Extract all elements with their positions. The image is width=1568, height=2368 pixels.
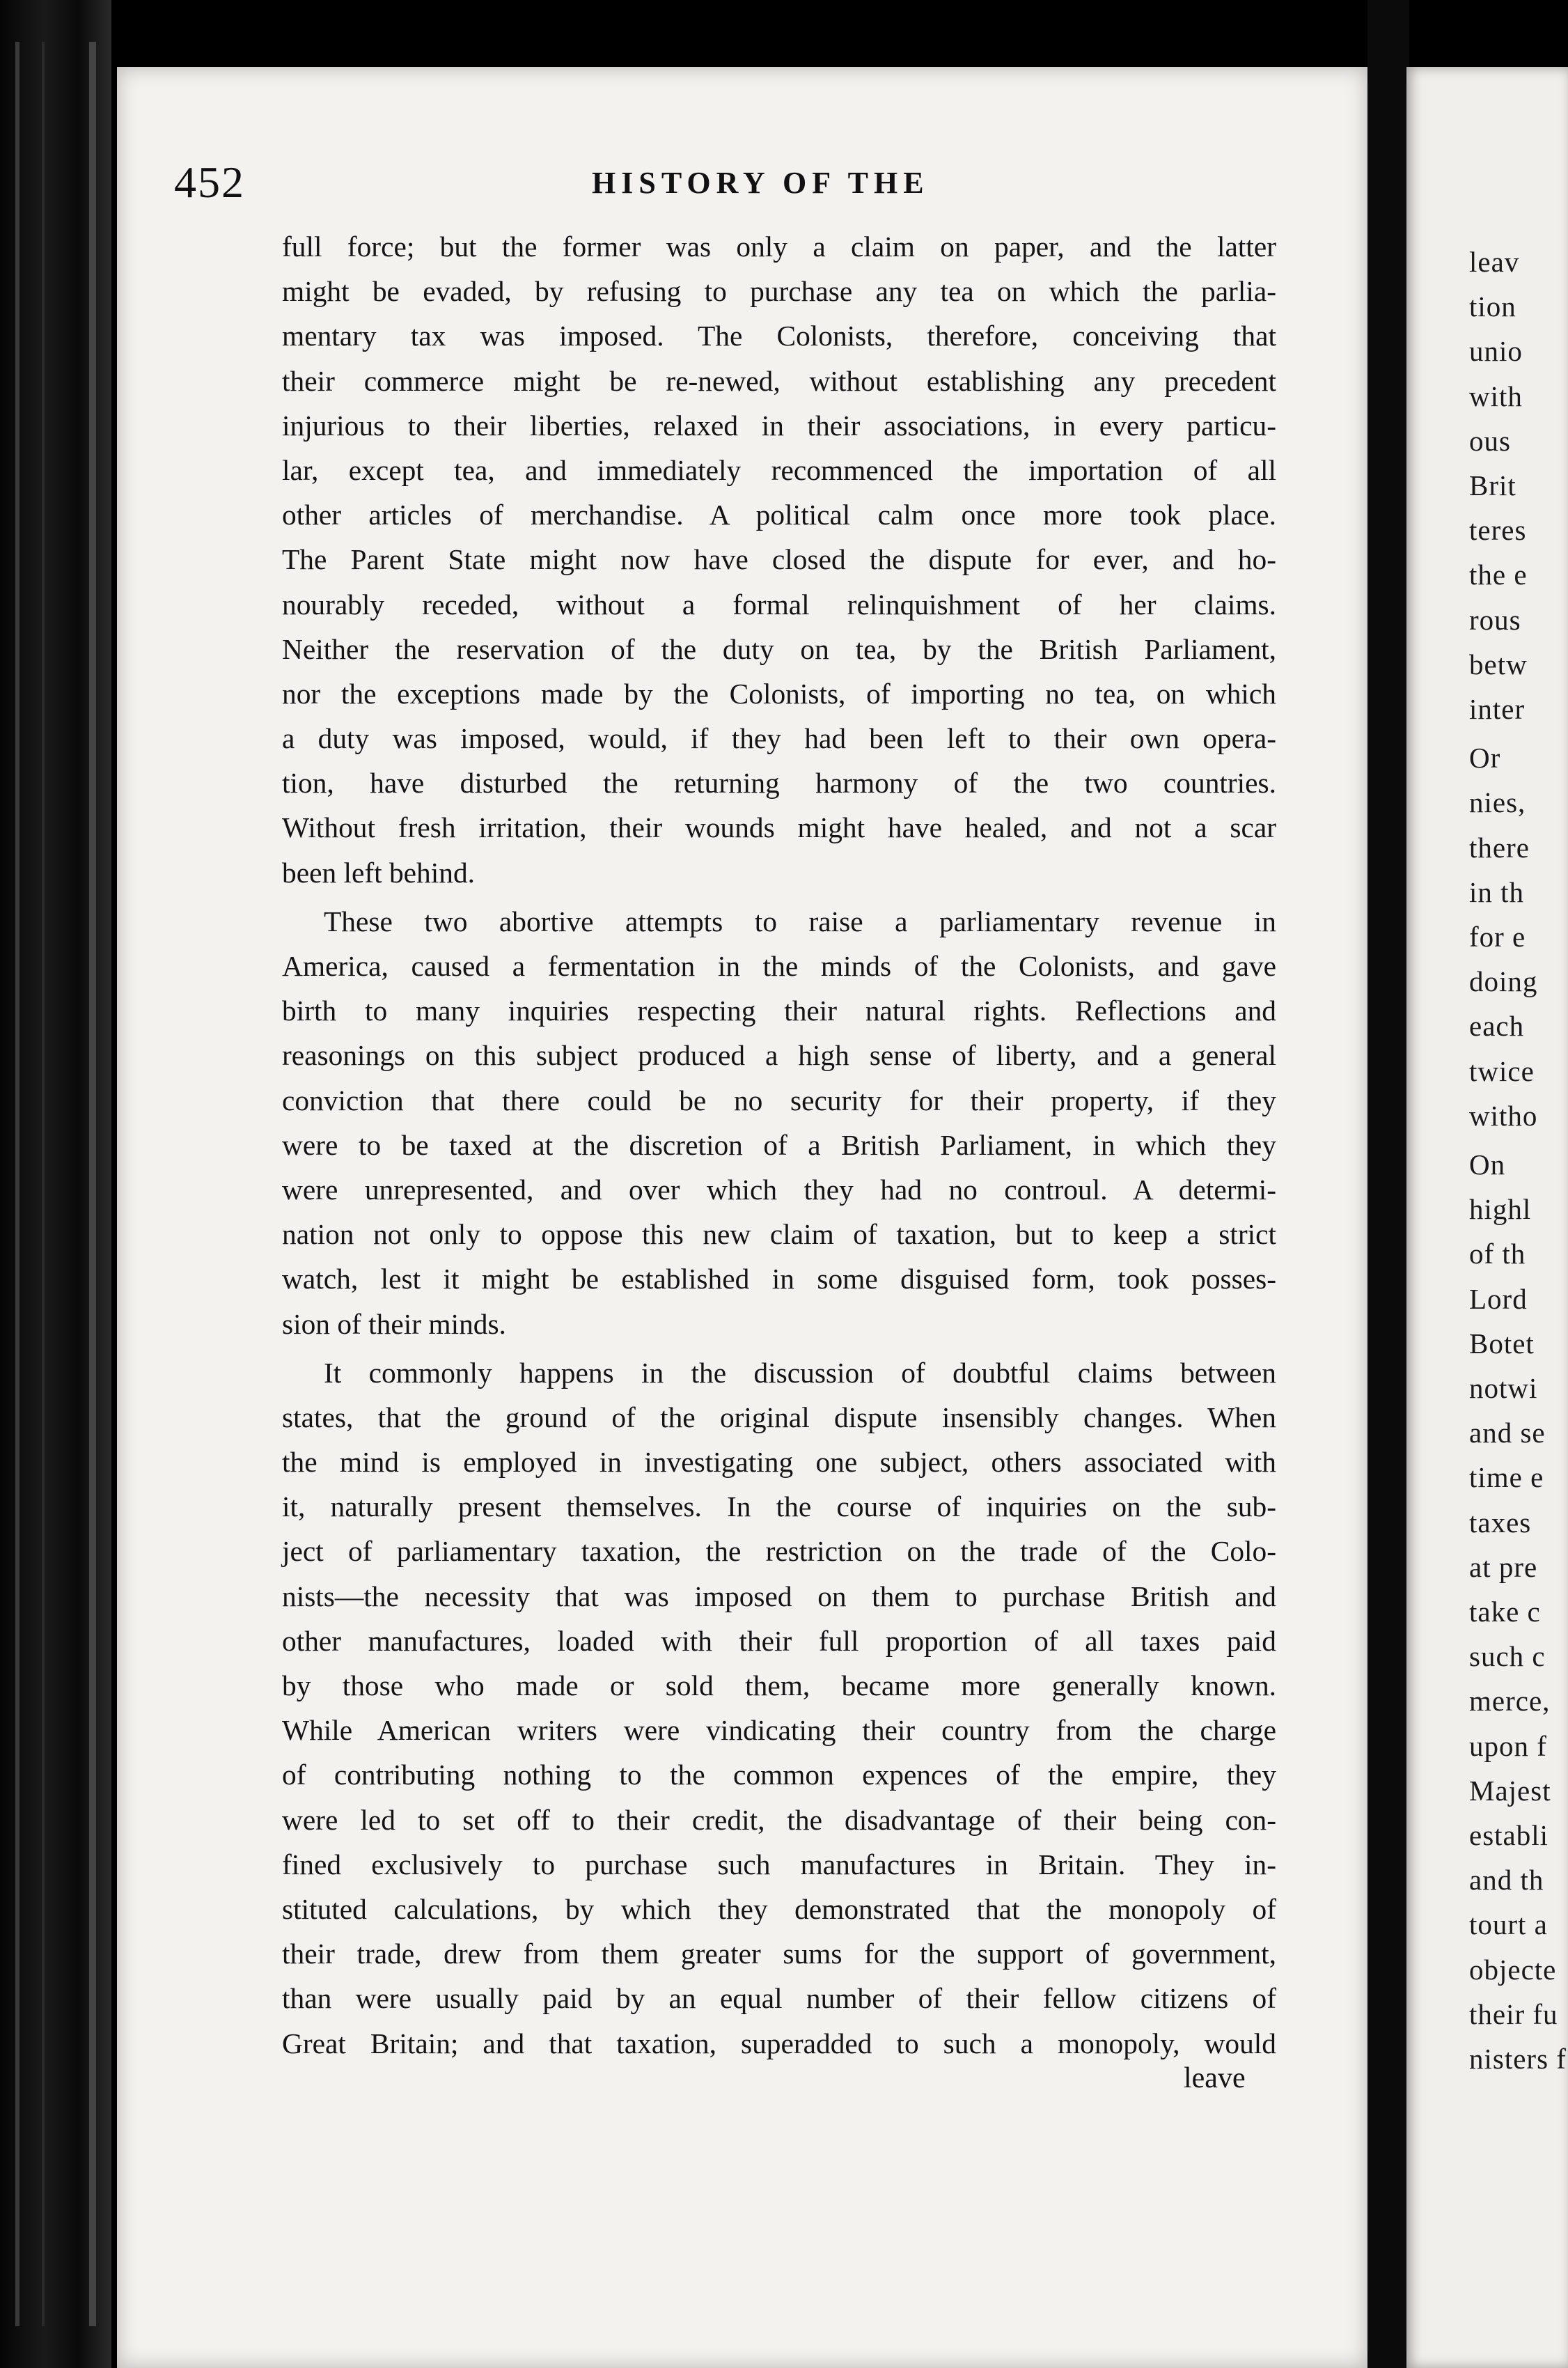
facing-page-fragment: Or	[1469, 742, 1501, 774]
text-line: ject of parliamentary taxation, the restriction on the trade of the Colo-	[282, 1535, 1276, 1568]
facing-page-fragment: Brit	[1469, 469, 1516, 501]
facing-page-fragment: merce,	[1469, 1685, 1551, 1717]
facing-page-fragment: On	[1469, 1148, 1506, 1181]
text-line: conviction that there could be no security for their property, if they	[282, 1084, 1276, 1116]
facing-page-fragment: there	[1469, 831, 1530, 864]
catchword: leave	[1184, 2062, 1246, 2094]
text-line: tion, have disturbed the returning harmony of the two countries.	[282, 767, 1276, 800]
text-line: reasonings on this subject produced a high sense of liberty, and a general	[282, 1039, 1276, 1072]
facing-page-fragment: ous	[1469, 424, 1511, 457]
facing-page-fragment: take c	[1469, 1596, 1541, 1628]
text-line: lar, except tea, and immediately recommenced the importation of all	[282, 453, 1276, 486]
facing-page	[1406, 67, 1568, 2368]
facing-page-fragment: with	[1469, 380, 1523, 412]
facing-page-fragment: doing	[1469, 965, 1538, 998]
paragraph	[282, 899, 1276, 1346]
facing-page-fragment: Botet	[1469, 1327, 1535, 1360]
facing-page-fragment: each	[1469, 1010, 1525, 1043]
text-line: nation not only to oppose this new claim of taxation, but to keep a strict	[282, 1218, 1276, 1251]
text-line: were unrepresented, and over which they had no controul. A determi-	[282, 1173, 1276, 1206]
text-line: other manufactures, loaded with their full proportion of all taxes paid	[282, 1624, 1276, 1657]
text-line: The Parent State might now have closed the dispute for ever, and ho-	[282, 543, 1276, 576]
text-line: other articles of merchandise. A political calm once more took place.	[282, 499, 1276, 531]
text-line: of contributing nothing to the common expences of the empire, they	[282, 1759, 1276, 1791]
facing-page-fragment: taxes	[1469, 1506, 1532, 1539]
running-head	[174, 157, 1281, 212]
text-line: states, that the ground of the original dispute insensibly changes. When	[282, 1401, 1276, 1433]
text-line: their commerce might be re-newed, without establishing any precedent	[282, 364, 1276, 397]
facing-page-fragment: and se	[1469, 1417, 1546, 1449]
text-line: than were usually paid by an equal number of their fellow citizens of	[282, 1982, 1276, 2015]
facing-page-fragment: their fu	[1469, 1997, 1558, 2030]
facing-page-fragment: rous	[1469, 603, 1521, 636]
text-line: While American writers were vindicating their country from the charge	[282, 1714, 1276, 1747]
facing-page-fragment: establi	[1469, 1819, 1549, 1851]
text-line: Great Britain; and that taxation, superadded to such a monopoly, would	[282, 2027, 1276, 2059]
text-line: their trade, drew from them greater sums for the support of government,	[282, 1938, 1276, 1970]
text-line: were led to set off to their credit, the disadvantage of their being con-	[282, 1803, 1276, 1836]
facing-page-fragment: time e	[1469, 1461, 1544, 1494]
text-line: nourably receded, without a formal relinquishment of her claims.	[282, 588, 1276, 621]
facing-page-fragment: upon f	[1469, 1729, 1547, 1762]
text-line: America, caused a fermentation in the minds of the Colonists, and gave	[282, 950, 1276, 982]
text-line: nor the exceptions made by the Colonists, of importing no tea, on which	[282, 677, 1276, 710]
book-spine	[0, 0, 111, 2368]
text-line: it, naturally present themselves. In the course of inquiries on the sub-	[282, 1490, 1276, 1523]
facing-page-fragment: such c	[1469, 1640, 1546, 1673]
facing-page-fragment: nisters f	[1469, 2043, 1567, 2075]
text-line: stituted calculations, by which they demonstrated that the monopoly of	[282, 1892, 1276, 1925]
text-line: by those who made or sold them, became more generally known.	[282, 1669, 1276, 1701]
text-line: These two abortive attempts to raise a parliamentary revenue in	[324, 905, 1276, 937]
text-line: full force; but the former was only a claim on paper, and the latter	[282, 231, 1276, 263]
text-line: watch, lest it might be established in some disguised form, took posses-	[282, 1263, 1276, 1295]
text-line: a duty was imposed, would, if they had been left to their own opera-	[282, 722, 1276, 755]
facing-page-fragment: inter	[1469, 693, 1526, 725]
facing-page-fragment: notwi	[1469, 1372, 1538, 1404]
text-line: sion of their minds.	[282, 1307, 506, 1340]
page-number: 452	[174, 157, 245, 207]
running-title: HISTORY OF THE	[592, 166, 930, 200]
facing-page-fragment: teres	[1469, 514, 1527, 547]
facing-page-fragment: Majest	[1469, 1774, 1551, 1807]
text-line: mentary tax was imposed. The Colonists, therefore, conceiving that	[282, 320, 1276, 352]
text-line: It commonly happens in the discussion of doubtful claims between	[324, 1356, 1276, 1389]
facing-page-fragment: twice	[1469, 1054, 1535, 1087]
facing-page-fragment: unio	[1469, 335, 1523, 368]
spine-edge	[42, 42, 45, 2326]
facing-page-fragment: leav	[1469, 246, 1520, 278]
text-line: fined exclusively to purchase such manufactures in Britain. They in-	[282, 1848, 1276, 1880]
paragraph	[282, 1350, 1276, 2066]
facing-page-fragment: highl	[1469, 1193, 1532, 1226]
text-line: the mind is employed in investigating one subject, others associated with	[282, 1446, 1276, 1479]
body-text	[282, 224, 1276, 2066]
facing-page-fragment: tion	[1469, 290, 1516, 323]
text-line: injurious to their liberties, relaxed in their associations, in every particu-	[282, 409, 1276, 442]
facing-page-fragment: witho	[1469, 1099, 1538, 1132]
facing-page-fragment: objecte	[1469, 1953, 1557, 1986]
text-line: might be evaded, by refusing to purchase any tea on which the parlia-	[282, 275, 1276, 308]
text-line: Neither the reservation of the duty on tea, by the British Parliament,	[282, 632, 1276, 665]
text-line: nists—the necessity that was imposed on them to purchase British and	[282, 1580, 1276, 1612]
text-line: were to be taxed at the discretion of a British Parliament, in which they	[282, 1128, 1276, 1161]
facing-page-fragment: tourt a	[1469, 1908, 1548, 1941]
facing-page-fragment: of th	[1469, 1238, 1526, 1270]
facing-page-fragment: nies,	[1469, 786, 1526, 819]
facing-page-fragment: at pre	[1469, 1550, 1538, 1583]
facing-page-fragment: Lord	[1469, 1282, 1528, 1315]
text-line: been left behind.	[282, 856, 475, 889]
facing-page-fragment: betw	[1469, 648, 1528, 680]
text-line: Without fresh irritation, their wounds might have healed, and not a scar	[282, 811, 1276, 844]
paragraph	[282, 224, 1276, 895]
facing-page-fragment: the e	[1469, 559, 1528, 591]
facing-page-fragment: and th	[1469, 1864, 1544, 1896]
facing-page-fragment: for e	[1469, 921, 1526, 953]
page-edge	[89, 42, 96, 2326]
gutter	[1367, 0, 1409, 2368]
facing-page-fragment: in th	[1469, 875, 1525, 908]
spine-edge	[15, 42, 19, 2326]
text-line: birth to many inquiries respecting their natural rights. Reflections and	[282, 995, 1276, 1027]
